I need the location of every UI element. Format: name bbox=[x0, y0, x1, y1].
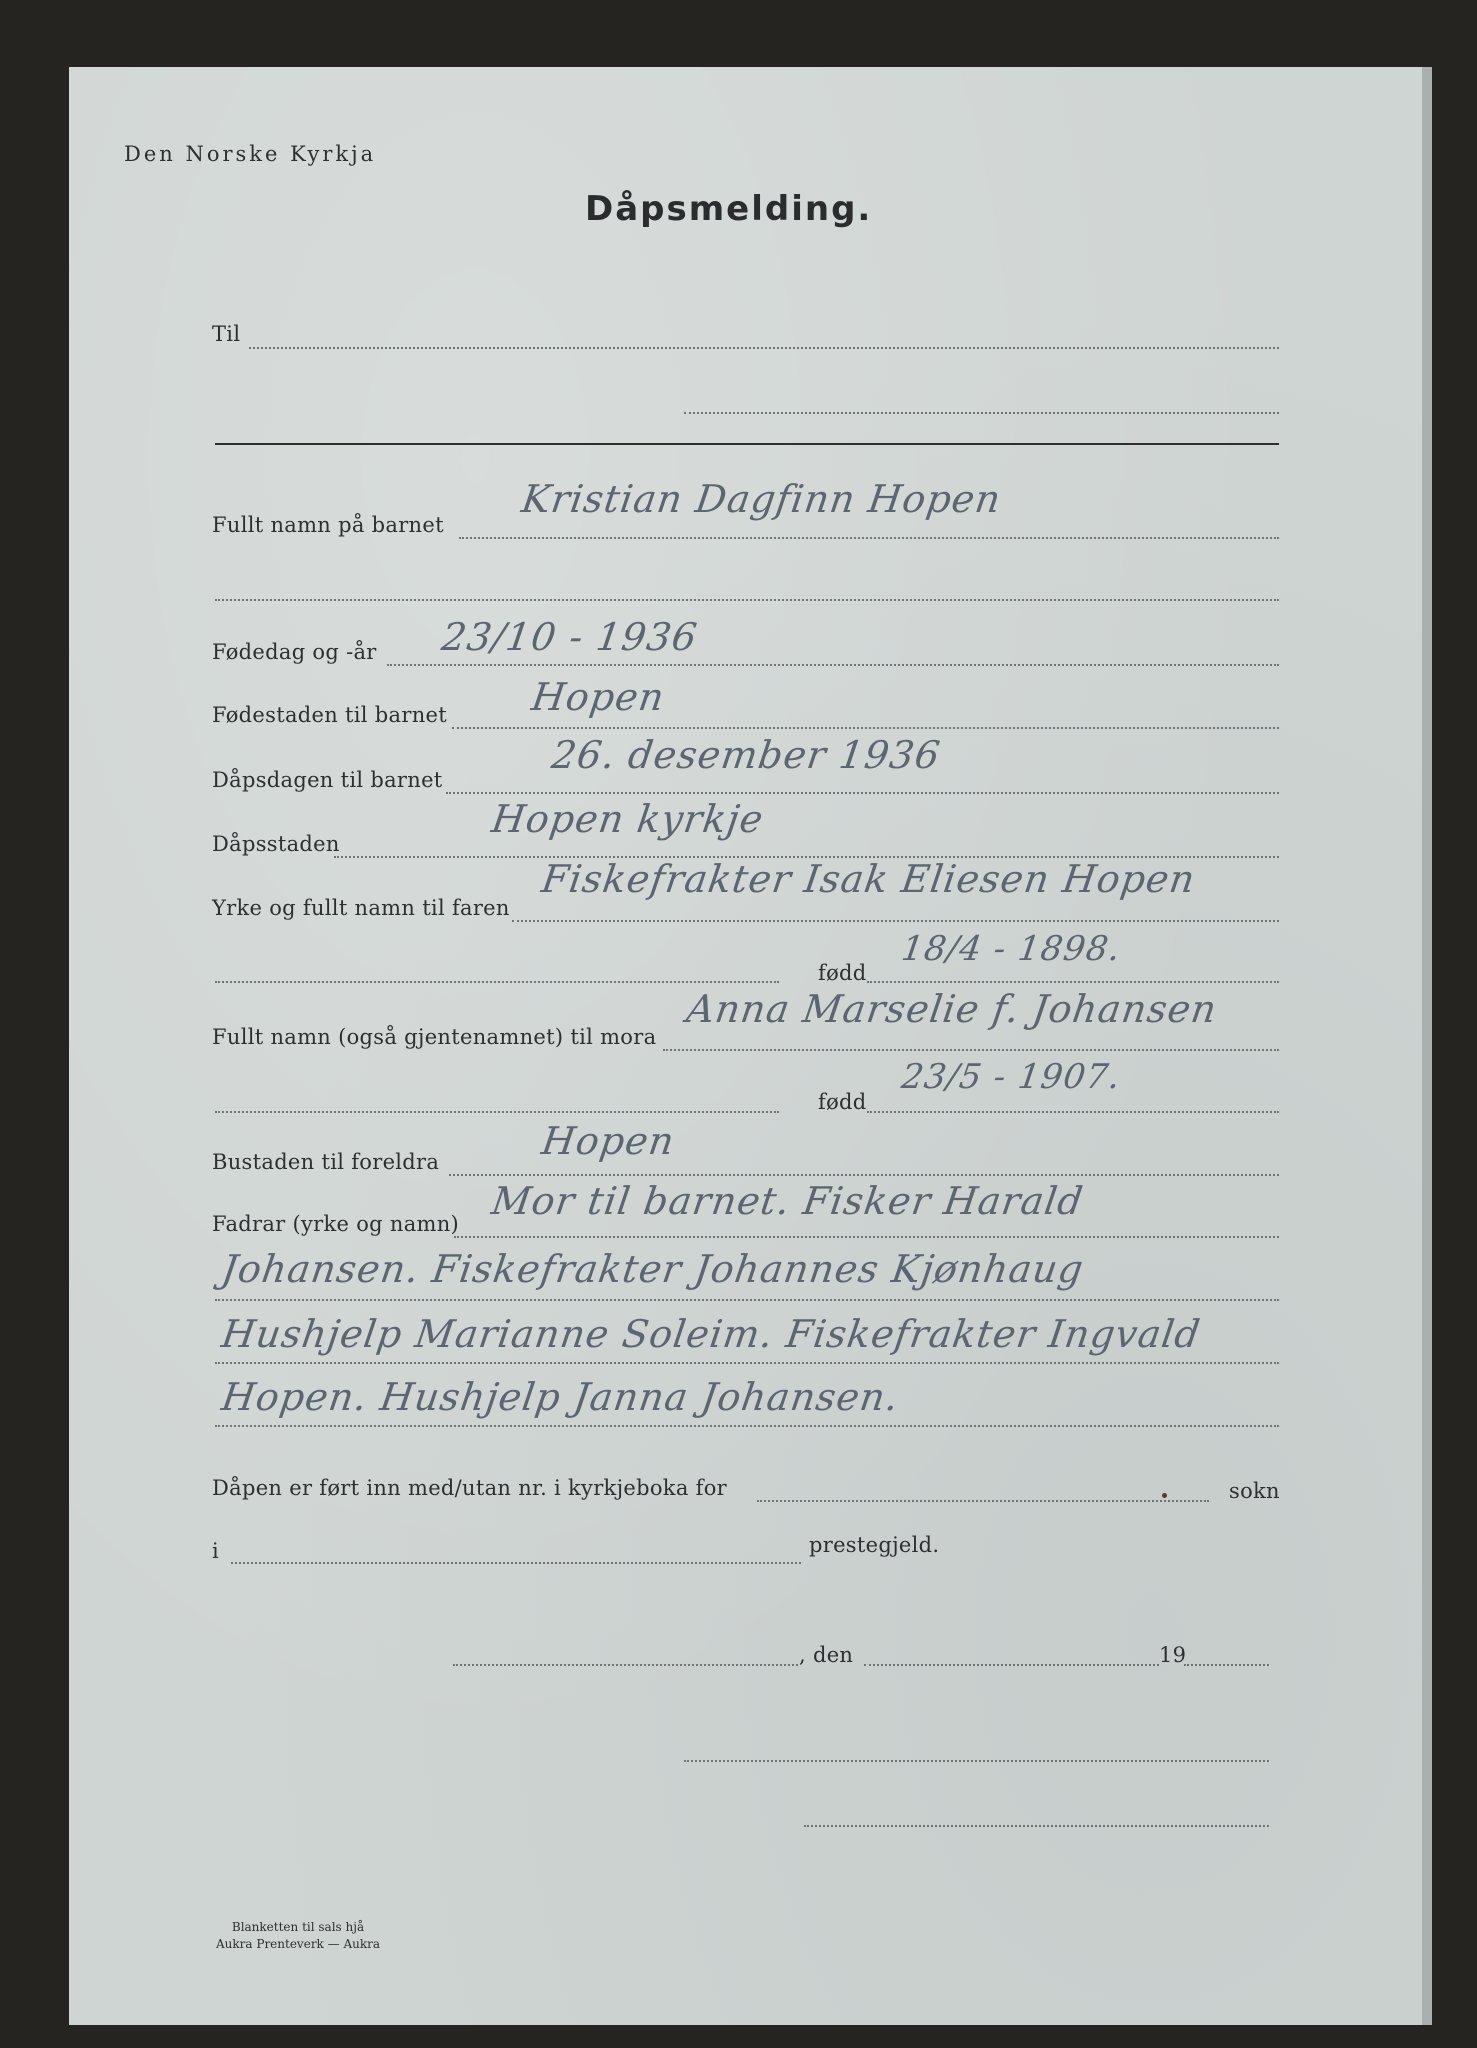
year-line bbox=[1184, 1664, 1269, 1666]
label-mother-born: fødd bbox=[818, 1090, 867, 1114]
value-godparents-line4: Hopen. Hushjelp Janna Johansen. bbox=[219, 1375, 902, 1419]
label-father-born: fødd bbox=[818, 961, 867, 985]
father-line bbox=[512, 920, 1279, 922]
child-name-line-2 bbox=[215, 599, 1279, 601]
value-mother-born: 23/5 - 1907. bbox=[899, 1057, 1124, 1097]
value-residence: Hopen bbox=[539, 1119, 678, 1163]
birth-place-line bbox=[452, 727, 1279, 729]
separator-rule bbox=[215, 443, 1279, 445]
label-mother: Fullt namn (også gjentenamnet) til mora bbox=[212, 1025, 657, 1049]
father-line-2 bbox=[215, 981, 779, 983]
value-baptism-place: Hopen kyrkje bbox=[489, 797, 767, 841]
value-father-born: 18/4 - 1898. bbox=[899, 929, 1124, 969]
baptism-day-line bbox=[446, 792, 1279, 794]
document-sheet bbox=[69, 67, 1424, 2025]
til-line-1 bbox=[249, 347, 1279, 349]
label-prestegjeld: prestegjeld. bbox=[809, 1533, 940, 1557]
godparents-line-3 bbox=[215, 1362, 1279, 1364]
label-year-prefix: 19 bbox=[1159, 1643, 1187, 1667]
godparents-line-1 bbox=[454, 1236, 1279, 1238]
footer-line-1: Blanketten til sals hjå bbox=[231, 1920, 365, 1934]
label-father: Yrke og fullt namn til faren bbox=[212, 896, 510, 920]
birth-date-line bbox=[387, 664, 1279, 666]
value-birth-date: 23/10 - 1936 bbox=[439, 615, 701, 659]
father-born-line bbox=[867, 981, 1279, 983]
document-title: Dåpsmelding. bbox=[585, 189, 873, 229]
value-child-name: Kristian Dagfinn Hopen bbox=[519, 477, 1005, 521]
label-register: Dåpen er ført inn med/utan nr. i kyrkjeboka for bbox=[212, 1476, 727, 1500]
mother-line bbox=[663, 1049, 1279, 1051]
place-line bbox=[453, 1664, 798, 1666]
label-child-name: Fullt namn på barnet bbox=[212, 513, 444, 537]
mother-line-2 bbox=[215, 1111, 779, 1113]
value-father: Fiskefrakter Isak Eliesen Hopen bbox=[539, 857, 1199, 901]
signature-line-2 bbox=[804, 1825, 1269, 1827]
value-birth-place: Hopen bbox=[529, 675, 668, 719]
child-name-line bbox=[459, 537, 1279, 539]
date-line bbox=[864, 1664, 1159, 1666]
label-til: Til bbox=[212, 322, 241, 346]
value-godparents-line1: Mor til barnet. Fisker Harald bbox=[489, 1179, 1087, 1223]
value-godparents-line3: Hushjelp Marianne Soleim. Fiskefrakter Ingvald bbox=[219, 1312, 1204, 1356]
church-name: Den Norske Kyrkja bbox=[124, 142, 377, 166]
value-godparents-line2: Johansen. Fiskefrakter Johannes Kjønhaug bbox=[219, 1247, 1087, 1291]
register-line bbox=[757, 1500, 1209, 1502]
label-i: i bbox=[212, 1539, 220, 1563]
label-den: , den bbox=[799, 1643, 854, 1667]
godparents-line-4 bbox=[215, 1425, 1279, 1427]
label-godparents: Fadrar (yrke og namn) bbox=[212, 1212, 460, 1236]
label-sokn: sokn bbox=[1229, 1479, 1280, 1503]
til-line-2 bbox=[684, 412, 1279, 414]
value-mother: Anna Marselie f. Johansen bbox=[684, 987, 1220, 1031]
label-birth-place: Fødestaden til barnet bbox=[212, 703, 447, 727]
label-residence: Bustaden til foreldra bbox=[212, 1150, 440, 1174]
value-baptism-day: 26. desember 1936 bbox=[549, 733, 944, 777]
footer-printer bbox=[216, 1919, 380, 1953]
footer-line-2: Aukra Prenteverk — Aukra bbox=[216, 1937, 381, 1951]
i-line bbox=[231, 1562, 801, 1564]
mother-born-line bbox=[867, 1111, 1279, 1113]
label-baptism-place: Dåpsstaden bbox=[212, 832, 340, 856]
label-baptism-day: Dåpsdagen til barnet bbox=[212, 768, 443, 792]
signature-line-1 bbox=[684, 1760, 1269, 1762]
label-birth-date: Fødedag og -år bbox=[212, 640, 377, 664]
ink-mark bbox=[1162, 1493, 1167, 1498]
residence-line bbox=[449, 1174, 1279, 1176]
godparents-line-2 bbox=[215, 1299, 1279, 1301]
